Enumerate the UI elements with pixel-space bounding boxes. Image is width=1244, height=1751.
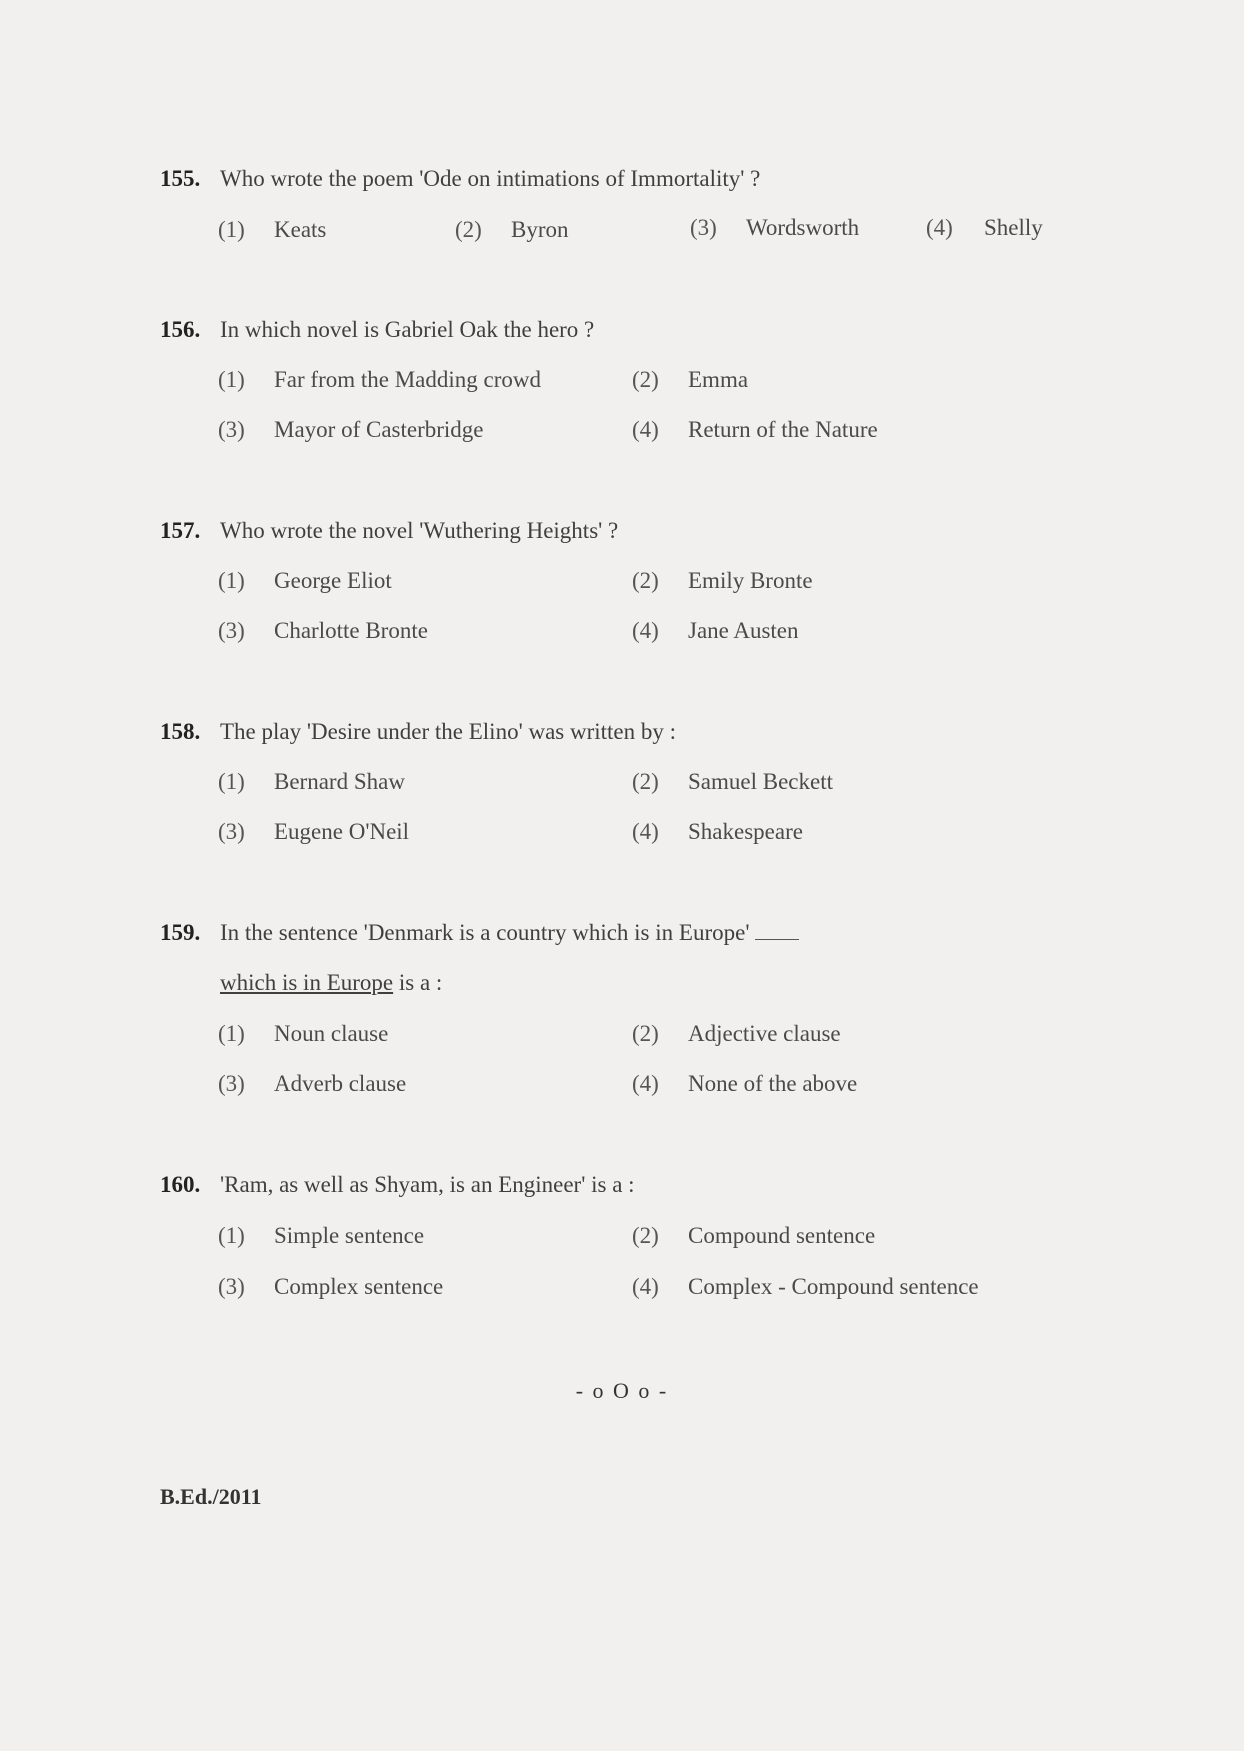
question-number: 158. [160,719,201,744]
option-text: Keats [274,217,327,242]
option-text: Complex sentence [274,1274,444,1299]
option-1 [218,215,326,245]
option-3 [218,415,484,445]
question-stem [160,918,1160,948]
question-text: In the sentence 'Denmark is a country which is in Europe' [220,920,750,945]
question-text: In which novel is Gabriel Oak the hero ? [220,317,595,342]
question-text-rest: is a : [393,970,443,995]
option-4 [632,1069,857,1099]
option-number: (2) [632,568,659,593]
option-text: Jane Austen [688,618,799,643]
option-1 [218,1221,424,1251]
option-text: Complex - Compound sentence [688,1274,979,1299]
option-3 [218,616,428,646]
question-157 [160,516,1160,546]
question-stem [160,516,1160,546]
option-2 [632,1221,875,1251]
option-number: (1) [218,769,245,794]
option-number: (2) [632,1021,659,1046]
question-158 [160,717,1160,747]
question-stem-continued [160,968,1160,998]
option-4 [632,1272,979,1302]
option-2 [632,1019,841,1049]
option-number: (3) [218,417,245,442]
option-text: Mayor of Casterbridge [274,417,484,442]
question-number: 159. [160,920,201,945]
option-4 [632,616,799,646]
option-number: (4) [632,1274,659,1299]
option-3 [690,213,859,243]
option-1 [218,365,541,395]
option-4 [926,213,1043,243]
option-1 [218,767,405,797]
option-number: (3) [218,1274,245,1299]
option-number: (4) [632,819,659,844]
question-number: 160. [160,1172,201,1197]
option-number: (4) [632,417,659,442]
question-stem [160,164,1160,194]
option-number: (4) [926,215,953,240]
option-text: Shakespeare [688,819,803,844]
option-number: (1) [218,367,245,392]
option-text: Simple sentence [274,1223,425,1248]
question-156 [160,315,1160,345]
option-text: George Eliot [274,568,392,593]
option-4 [632,415,878,445]
option-text: Compound sentence [688,1223,876,1248]
option-2 [455,215,569,245]
option-text: Wordsworth [746,215,860,240]
option-text: Bernard Shaw [274,769,405,794]
option-text: Byron [511,217,569,242]
option-text: Noun clause [274,1021,389,1046]
option-text: None of the above [688,1071,858,1096]
option-number: (1) [218,217,245,242]
question-text: Who wrote the poem 'Ode on intimations of Immortality' ? [220,166,761,191]
underlined-phrase: which is in Europe [220,970,394,995]
question-text: 'Ram, as well as Shyam, is an Engineer' is a : [220,1172,635,1197]
option-text: Return of the Nature [688,417,878,442]
option-2 [632,566,813,596]
question-stem [160,315,1160,345]
question-155 [160,164,1160,194]
option-number: (2) [632,1223,659,1248]
option-number: (4) [632,1071,659,1096]
option-2 [632,365,748,395]
option-number: (1) [218,1223,245,1248]
option-number: (2) [632,769,659,794]
option-text: Samuel Beckett [688,769,833,794]
option-3 [218,817,409,847]
question-number: 157. [160,518,201,543]
option-text: Charlotte Bronte [274,618,428,643]
option-number: (2) [632,367,659,392]
question-text: Who wrote the novel 'Wuthering Heights' ? [220,518,619,543]
option-1 [218,566,392,596]
option-3 [218,1272,443,1302]
option-text: Eugene O'Neil [274,819,410,844]
question-160 [160,1170,1160,1200]
option-1 [218,1019,388,1049]
question-number: 156. [160,317,201,342]
option-4 [632,817,803,847]
question-stem [160,717,1160,747]
option-text: Shelly [984,215,1043,240]
question-stem [160,1170,1160,1200]
question-159 [160,918,1160,998]
option-text: Emily Bronte [688,568,813,593]
option-number: (3) [218,1071,245,1096]
option-number: (3) [218,819,245,844]
option-number: (1) [218,1021,245,1046]
question-text: The play 'Desire under the Elino' was written by : [220,719,677,744]
option-number: (1) [218,568,245,593]
option-number: (4) [632,618,659,643]
end-mark: - o O o - [575,1378,669,1403]
option-text: Adverb clause [274,1071,407,1096]
option-text: Adjective clause [688,1021,841,1046]
option-number: (2) [455,217,482,242]
answer-blank [755,921,799,940]
question-number: 155. [160,166,201,191]
option-3 [218,1069,406,1099]
option-number: (3) [690,215,717,240]
option-2 [632,767,833,797]
footer-code: B.Ed./2011 [160,1484,262,1509]
option-text: Emma [688,367,749,392]
option-number: (3) [218,618,245,643]
option-text: Far from the Madding crowd [274,367,541,392]
